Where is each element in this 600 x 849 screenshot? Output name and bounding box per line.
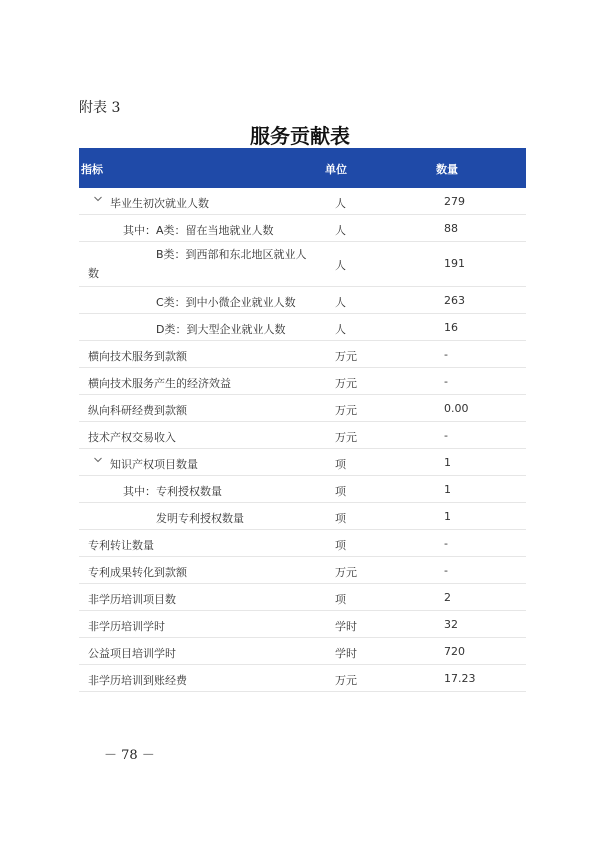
- row-label: 非学历培训项目数: [88, 593, 176, 606]
- row-label: D类：到大型企业就业人数: [156, 323, 286, 336]
- row-prefix: 其中：: [123, 485, 156, 498]
- row-unit: 人: [335, 224, 346, 237]
- row-unit: 万元: [335, 674, 357, 687]
- table-row: [79, 476, 526, 503]
- row-value: -: [444, 375, 448, 388]
- row-value: 16: [444, 321, 458, 334]
- row-value: 1: [444, 456, 451, 469]
- row-unit: 项: [335, 485, 346, 498]
- row-label: 专利转让数量: [88, 539, 154, 552]
- chevron-down-icon[interactable]: [93, 194, 103, 204]
- row-label: A类：留在当地就业人数: [156, 224, 274, 237]
- table-row: [79, 242, 526, 287]
- table-row: [79, 638, 526, 665]
- row-label-line2: 数: [88, 267, 99, 280]
- row-value: 0.00: [444, 402, 469, 415]
- row-unit: 万元: [335, 566, 357, 579]
- table-row: [79, 584, 526, 611]
- row-label: 技术产权交易收入: [88, 431, 176, 444]
- row-unit: 项: [335, 539, 346, 552]
- row-label: 非学历培训学时: [88, 620, 165, 633]
- row-unit: 项: [335, 512, 346, 525]
- row-unit: 学时: [335, 620, 357, 633]
- row-unit: 人: [335, 197, 346, 210]
- table-row: [79, 449, 526, 476]
- row-label: 横向技术服务到款额: [88, 350, 187, 363]
- row-value: 720: [444, 645, 465, 658]
- header-indicator: 指标: [81, 163, 103, 176]
- row-value: 1: [444, 510, 451, 523]
- service-contribution-table: [79, 148, 526, 692]
- row-label: C类：到中小微企业就业人数: [156, 296, 296, 309]
- row-unit: 万元: [335, 431, 357, 444]
- row-prefix: 其中：: [123, 224, 156, 237]
- row-unit: 人: [335, 296, 346, 309]
- table-row: [79, 341, 526, 368]
- table-row: [79, 611, 526, 638]
- page-number: － 78 －: [104, 748, 155, 763]
- row-label: 公益项目培训学时: [88, 647, 176, 660]
- row-label: 专利授权数量: [156, 485, 222, 498]
- table-title: 服务贡献表: [250, 124, 350, 148]
- row-unit: 人: [335, 323, 346, 336]
- row-unit: 万元: [335, 377, 357, 390]
- row-label: 知识产权项目数量: [110, 458, 198, 471]
- header-quantity: 数量: [436, 163, 458, 176]
- table-row: [79, 557, 526, 584]
- table-row: [79, 287, 526, 314]
- header-unit: 单位: [325, 163, 347, 176]
- row-label-line1: B类：到西部和东北地区就业人: [156, 248, 307, 261]
- row-value: 279: [444, 195, 465, 208]
- row-label: 发明专利授权数量: [156, 512, 244, 525]
- row-value: 1: [444, 483, 451, 496]
- row-value: 263: [444, 294, 465, 307]
- row-unit: 万元: [335, 404, 357, 417]
- table-row: [79, 665, 526, 692]
- row-label: 毕业生初次就业人数: [110, 197, 209, 210]
- row-unit: 项: [335, 593, 346, 606]
- table-row: [79, 368, 526, 395]
- row-value: -: [444, 429, 448, 442]
- table-header: [79, 148, 526, 188]
- chevron-down-icon[interactable]: [93, 455, 103, 465]
- row-label: 非学历培训到账经费: [88, 674, 187, 687]
- row-unit: 人: [335, 259, 346, 272]
- row-unit: 万元: [335, 350, 357, 363]
- row-label: 专利成果转化到款额: [88, 566, 187, 579]
- table-row: [79, 215, 526, 242]
- table-row: [79, 314, 526, 341]
- row-value: 191: [444, 257, 465, 270]
- row-label: 横向技术服务产生的经济效益: [88, 377, 231, 390]
- table-row: [79, 188, 526, 215]
- row-unit: 项: [335, 458, 346, 471]
- row-value: 32: [444, 618, 458, 631]
- row-value: 88: [444, 222, 458, 235]
- row-value: -: [444, 348, 448, 361]
- appendix-label: 附表 3: [79, 100, 121, 116]
- row-label: 纵向科研经费到款额: [88, 404, 187, 417]
- table-row: [79, 503, 526, 530]
- row-value: 17.23: [444, 672, 476, 685]
- row-unit: 学时: [335, 647, 357, 660]
- table-row: [79, 530, 526, 557]
- table-row: [79, 422, 526, 449]
- table-row: [79, 395, 526, 422]
- row-value: -: [444, 537, 448, 550]
- row-value: 2: [444, 591, 451, 604]
- row-value: -: [444, 564, 448, 577]
